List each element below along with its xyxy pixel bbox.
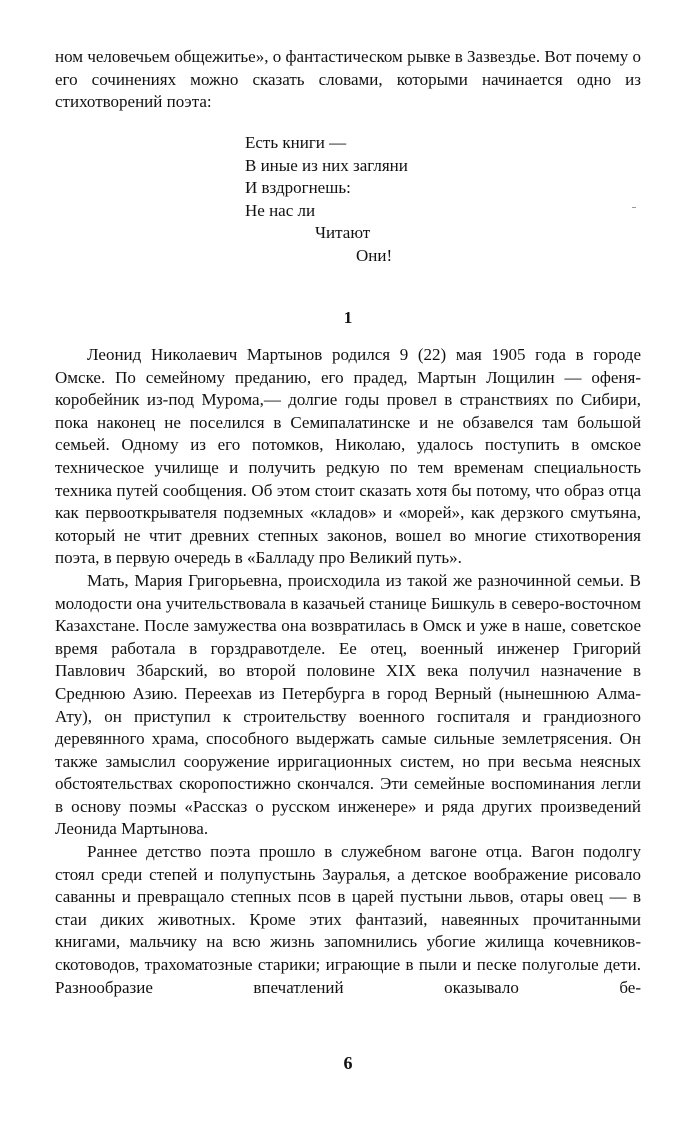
book-page (55, 46, 641, 997)
poem-epigraph (245, 132, 408, 268)
intro-paragraph: ном человечьем общежитье», о фантастическом рывке в Зазвездье. Вот почему о его сочинениях можно сказать словами, которыми начинается одно из стихотворений поэта: (55, 47, 641, 112)
scan-speck (632, 207, 636, 208)
poem-line: И вздрогнешь: (245, 178, 351, 198)
poem-line: Не нас ли (245, 200, 316, 220)
poem-line: В иные из них загляни (245, 155, 408, 175)
poem-line: Они! (356, 245, 393, 265)
body-paragraph: Мать, Мария Григорьевна, происходила из такой же разночинной семьи. В молодости она учительствовала в казачьей станице Бишкуль в северо-восточном Казахстане. После замужества она возвратилась в Омск и уже в наше, советское время работала в горздравотделе. Ее отец, военный инженер Григорий Павлович Збарский, во второй половине XIX века получил назначение в Среднюю Азию. Переехав из Петербурга в город Верный (нынешнюю Алма-Ату), он приступил к строительству военного госпиталя и грандиозного деревянного храма, способного выдержать самые сильные землетрясения. Он также замыслил сооружение ирригационных систем, но при весьма неясных обстоятельствах скоропостижно скончался. Эти семейные воспоминания легли в основу поэмы «Рассказ о русском инженере» и ряда других произведений Леонида Мартынова. (55, 570, 641, 839)
page-number: 6 (343, 1053, 353, 1073)
section-number: 1 (343, 308, 353, 327)
poem-line: Есть книги — (245, 133, 347, 152)
poem-line: Читают (315, 223, 371, 243)
body-paragraph: Леонид Николаевич Мартынов родился 9 (22) мая 1905 года в городе Омске. По семейному преданию, его прадед, Мартын Лощилин — офеня-коробейник из-под Мурома,— долгие годы провел в странствиях по Сибири, пока наконец не поселился в Семипалатинске и не обзавелся там большой семьей. Одному из его потомков, Николаю, удалось поступить в омское техническое училище и получить редкую по тем временам специальность техника путей сообщения. Об этом стоит сказать хотя бы потому, что образ отца как первооткрывателя подземных «кладов» и «морей», как дерзкого смутьяна, который не чтит древних степных законов, вошел во многие стихотворения поэта, в первую очередь в «Балладу про Великий путь». (55, 345, 641, 568)
body-text (55, 344, 641, 999)
body-paragraph: Раннее детство поэта прошло в служебном вагоне отца. Вагон подолгу стоял среди степей и полупустынь Зауралья, а детское воображение рисовало саванны и превращало степных псов в царей пустыни львов, отары овец — в стаи диких животных. Кроме этих фантазий, навеянных прочитанными книгами, мальчику на всю жизнь запомнились убогие жилища кочевников-скотоводов, трахоматозные старики; играющие в пыли и песке полуголые дети. Разнообразие впечатлений оказывало бе- (55, 842, 641, 997)
